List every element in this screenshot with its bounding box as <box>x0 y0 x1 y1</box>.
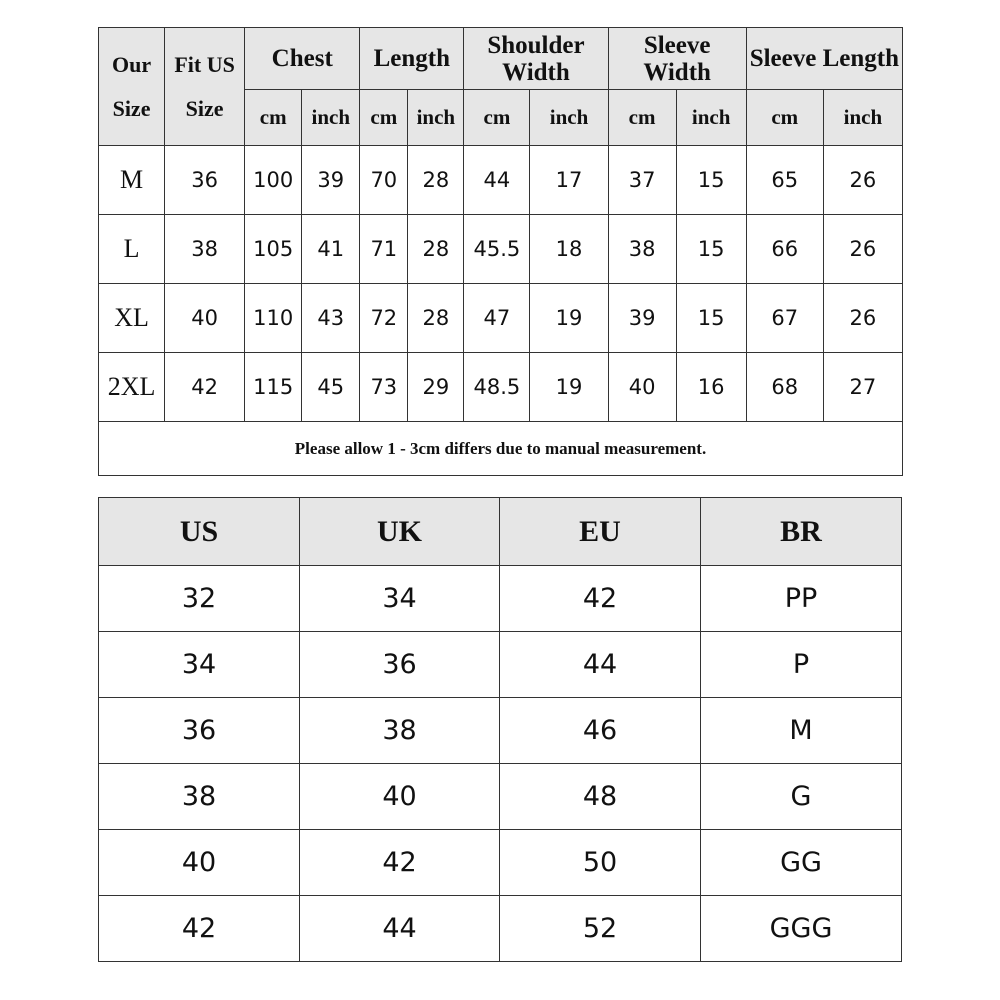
note-row <box>99 422 903 476</box>
chest-inch: 43 <box>302 284 360 353</box>
header-fit-us-size: Fit US Size <box>165 28 245 146</box>
sleeve-width-inch: 15 <box>676 284 746 353</box>
us-value: 38 <box>99 764 300 830</box>
sleeve-width-cm: 40 <box>608 353 676 422</box>
chest-cm: 105 <box>245 215 302 284</box>
sleeve-length-cm: 68 <box>746 353 823 422</box>
header-length: Length <box>360 28 464 90</box>
table-row <box>99 566 902 632</box>
uk-value: 44 <box>300 896 500 962</box>
uk-value: 34 <box>300 566 500 632</box>
size-label: XL <box>99 284 165 353</box>
length-cm: 73 <box>360 353 408 422</box>
eu-value: 42 <box>500 566 701 632</box>
us-value: 42 <box>99 896 300 962</box>
table-row <box>99 764 902 830</box>
header-us: US <box>99 498 300 566</box>
table-row <box>99 632 902 698</box>
sleeve-length-cm: 67 <box>746 284 823 353</box>
unit-cm: cm <box>608 90 676 146</box>
unit-cm: cm <box>746 90 823 146</box>
shoulder-cm: 48.5 <box>464 353 530 422</box>
sleeve-width-cm: 38 <box>608 215 676 284</box>
sleeve-width-inch: 16 <box>676 353 746 422</box>
unit-inch: inch <box>302 90 360 146</box>
header-sleeve-width: Sleeve Width <box>608 28 746 90</box>
table-row <box>99 830 902 896</box>
br-value: G <box>701 764 902 830</box>
measurement-note: Please allow 1 - 3cm differs due to manual measurement. <box>99 422 903 476</box>
eu-value: 52 <box>500 896 701 962</box>
table-row <box>99 146 903 215</box>
size-label: M <box>99 146 165 215</box>
shoulder-inch: 17 <box>530 146 608 215</box>
header-sleeve-length: Sleeve Length <box>746 28 902 90</box>
fit-us-value: 36 <box>165 146 245 215</box>
unit-cm: cm <box>360 90 408 146</box>
unit-cm: cm <box>464 90 530 146</box>
sleeve-length-inch: 26 <box>823 215 902 284</box>
us-value: 36 <box>99 698 300 764</box>
header-our-size: Our Size <box>99 28 165 146</box>
chest-cm: 115 <box>245 353 302 422</box>
shoulder-inch: 19 <box>530 284 608 353</box>
length-cm: 70 <box>360 146 408 215</box>
shoulder-inch: 18 <box>530 215 608 284</box>
unit-inch: inch <box>823 90 902 146</box>
chest-cm: 110 <box>245 284 302 353</box>
unit-inch: inch <box>676 90 746 146</box>
conversion-header-row <box>99 498 902 566</box>
unit-inch: inch <box>408 90 464 146</box>
sleeve-width-cm: 37 <box>608 146 676 215</box>
unit-cm: cm <box>245 90 302 146</box>
eu-value: 48 <box>500 764 701 830</box>
size-chart-table <box>98 27 903 476</box>
sleeve-length-cm: 66 <box>746 215 823 284</box>
sleeve-width-inch: 15 <box>676 146 746 215</box>
sleeve-width-cm: 39 <box>608 284 676 353</box>
uk-value: 42 <box>300 830 500 896</box>
length-cm: 71 <box>360 215 408 284</box>
eu-value: 44 <box>500 632 701 698</box>
chest-inch: 39 <box>302 146 360 215</box>
sleeve-width-inch: 15 <box>676 215 746 284</box>
sleeve-length-inch: 26 <box>823 284 902 353</box>
unit-inch: inch <box>530 90 608 146</box>
sleeve-length-inch: 26 <box>823 146 902 215</box>
br-value: GGG <box>701 896 902 962</box>
header-shoulder-width: Shoulder Width <box>464 28 608 90</box>
br-value: M <box>701 698 902 764</box>
shoulder-cm: 45.5 <box>464 215 530 284</box>
table-row <box>99 284 903 353</box>
br-value: GG <box>701 830 902 896</box>
size-label: L <box>99 215 165 284</box>
header-br: BR <box>701 498 902 566</box>
length-inch: 28 <box>408 215 464 284</box>
header-eu: EU <box>500 498 701 566</box>
fit-us-value: 40 <box>165 284 245 353</box>
br-value: PP <box>701 566 902 632</box>
chest-inch: 45 <box>302 353 360 422</box>
eu-value: 50 <box>500 830 701 896</box>
shoulder-inch: 19 <box>530 353 608 422</box>
us-value: 40 <box>99 830 300 896</box>
chest-cm: 100 <box>245 146 302 215</box>
table-row <box>99 215 903 284</box>
size-label: 2XL <box>99 353 165 422</box>
length-inch: 28 <box>408 146 464 215</box>
header-chest: Chest <box>245 28 360 90</box>
sleeve-length-cm: 65 <box>746 146 823 215</box>
fit-us-value: 42 <box>165 353 245 422</box>
sleeve-length-inch: 27 <box>823 353 902 422</box>
length-inch: 28 <box>408 284 464 353</box>
header-uk: UK <box>300 498 500 566</box>
length-inch: 29 <box>408 353 464 422</box>
fit-us-value: 38 <box>165 215 245 284</box>
br-value: P <box>701 632 902 698</box>
eu-value: 46 <box>500 698 701 764</box>
size-chart-header-row <box>99 28 903 90</box>
us-value: 32 <box>99 566 300 632</box>
shoulder-cm: 44 <box>464 146 530 215</box>
uk-value: 40 <box>300 764 500 830</box>
uk-value: 38 <box>300 698 500 764</box>
shoulder-cm: 47 <box>464 284 530 353</box>
table-row <box>99 896 902 962</box>
us-value: 34 <box>99 632 300 698</box>
table-row <box>99 353 903 422</box>
size-conversion-table <box>98 497 902 962</box>
uk-value: 36 <box>300 632 500 698</box>
chest-inch: 41 <box>302 215 360 284</box>
table-row <box>99 698 902 764</box>
length-cm: 72 <box>360 284 408 353</box>
